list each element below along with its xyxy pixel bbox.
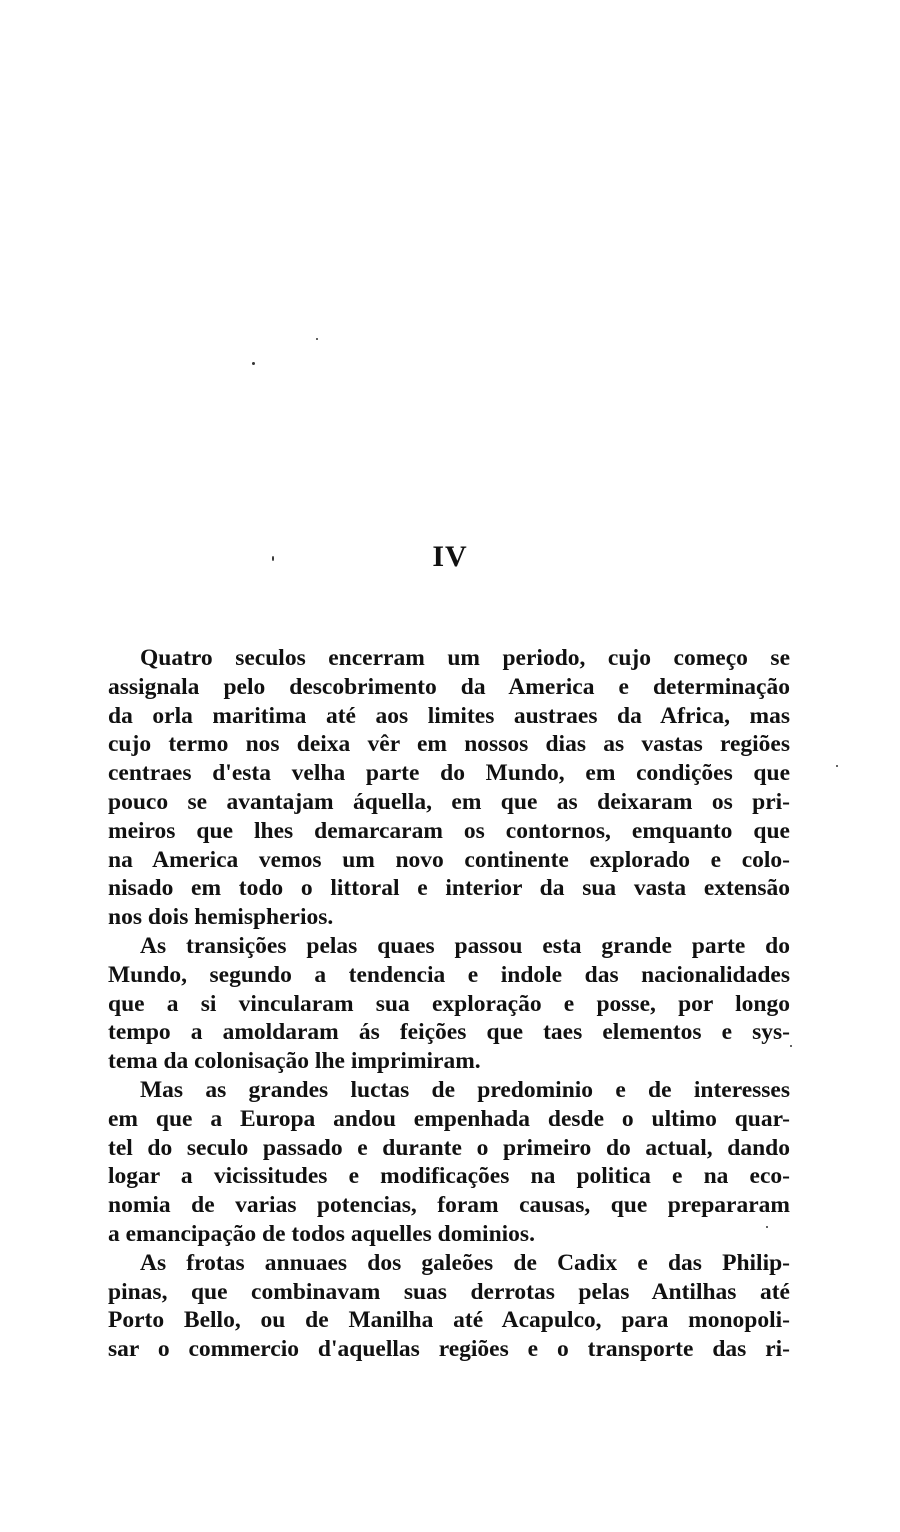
text-line: centraes d'esta velha parte do Mundo, em condições que [108,760,790,787]
text-line: meiros que lhes demarcaram os contornos, emquanto que [108,817,790,844]
chapter-heading: IV [432,540,468,573]
print-speck [790,1045,792,1047]
text-line: da orla maritima até aos limites austraes da Africa, mas [108,702,790,729]
text-line: nisado em todo o littoral e interior da sua vasta extensão [108,875,790,902]
text-line: Mas as grandes luctas de predominio e de interesses [140,1076,790,1103]
text-line: Mundo, segundo a tendencia e indole das nacionalidades [108,961,790,988]
text-line: cujo termo nos deixa vêr em nossos dias as vastas regiões [108,731,790,758]
text-line: As transições pelas quaes passou esta grande parte do [140,932,790,959]
text-line: nos dois hemispherios. [108,904,334,931]
text-line: tel do seculo passado e durante o primeiro do actual, dando [108,1134,790,1161]
text-line: Quatro seculos encerram um periodo, cujo começo se [140,645,790,671]
print-speck [252,362,255,365]
body-text [108,644,790,1364]
text-line: pinas, que combinavam suas derrotas pelas Antilhas até [108,1278,790,1305]
text-line: assignala pelo descobrimento da America e determinação [108,673,790,700]
text-line: logar a vicissitudes e modificações na politica e na eco- [108,1163,790,1190]
text-line: sar o commercio d'aquellas regiões e o transporte das ri- [108,1336,790,1363]
text-line: que a si vincularam sua exploração e posse, por longo [108,990,790,1017]
text-line: nomia de varias potencias, foram causas, que prepararam [108,1192,790,1219]
text-line: a emancipação de todos aquelles dominios. [108,1220,535,1247]
text-line: tempo a amoldaram ás feições que taes elementos e sys- [108,1019,790,1046]
text-line: tema da colonisação lhe imprimiram. [108,1048,481,1075]
text-line: As frotas annuaes dos galeões de Cadix e das Philip- [140,1249,790,1276]
text-line: na America vemos um novo continente explorado e colo- [108,846,790,873]
text-line: pouco se avantajam áquella, em que as deixaram os pri- [108,788,790,815]
print-speck [316,338,318,340]
print-speck [836,765,838,767]
text-line: Porto Bello, ou de Manilha até Acapulco, para monopoli- [108,1307,790,1334]
text-line: em que a Europa andou empenhada desde o ultimo quar- [108,1105,790,1132]
